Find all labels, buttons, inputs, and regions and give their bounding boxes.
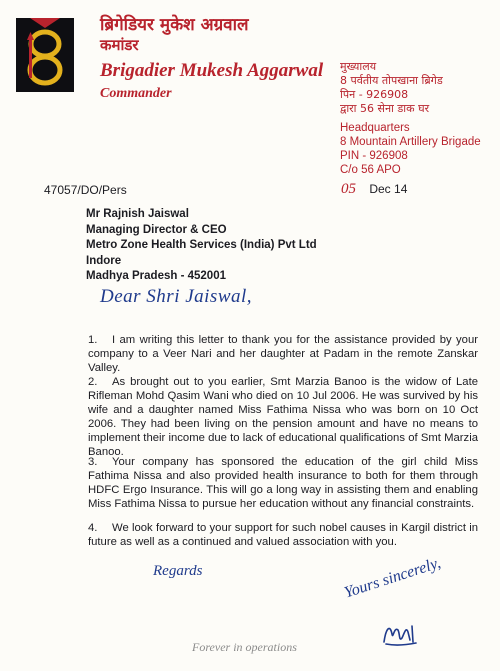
paragraph-number: 1. <box>88 334 98 346</box>
address-hindi-line: द्वारा 56 सेना डाक घर <box>340 102 430 115</box>
recipient-designation: Managing Director & CEO <box>86 223 227 236</box>
signature <box>380 620 420 648</box>
address-english-line: Headquarters <box>340 122 410 134</box>
date-day: 05 <box>341 181 356 197</box>
paragraph-text: Your company has sponsored the education of the girl child Miss Fathima Nissa and also provided health insurance to both for them through HDFC Ergo Insurance. This will go a long way in assisting them and enabling Miss Fathima Nissa to pursue her education without any financial constraints. <box>88 456 478 510</box>
name-hindi: ब्रिगेडियर मुकेश अग्रवाल <box>100 15 249 35</box>
paragraph-text: I am writing this letter to thank you for the assistance provided by your company to a Veer Nari and her daughter at Padam in the remote Zanskar Valley. <box>88 334 478 374</box>
recipient-block <box>86 207 317 285</box>
paragraph-text: We look forward to your support for such nobel causes in Kargil district in future as well as a continued and valued association with you. <box>88 522 478 548</box>
address-english <box>340 121 481 177</box>
address-hindi <box>340 60 443 116</box>
paragraph-3 <box>88 455 478 511</box>
recipient-company: Metro Zone Health Services (India) Pvt Ltd <box>86 239 317 251</box>
address-english-line: 8 Mountain Artillery Brigade <box>340 136 481 148</box>
paragraph-number: 2. <box>88 376 98 388</box>
closing-yours-sincerely: Yours sincerely, <box>342 554 443 602</box>
address-english-line: C/o 56 APO <box>340 164 401 176</box>
paragraph-text: As brought out to you earlier, Smt Marzia Banoo is the widow of Late Rifleman Mohd Qasim Wani who died on 10 Jul 2006. He was survived by his wife and a daughter named Miss Fathima Nissa who was born on 10 Oct 2006. They had been living on the pension amount and have no means to implement their income due to lack of educational qualifications of Smt Marzia Banoo. <box>88 376 478 458</box>
recipient-state: Madhya Pradesh - 452001 <box>86 270 226 282</box>
name-english: Brigadier Mukesh Aggarwal <box>100 60 324 81</box>
footer-motto: Forever in operations <box>192 640 297 654</box>
closing-regards: Regards <box>153 563 203 579</box>
recipient-city: Indore <box>86 254 122 267</box>
paragraph-4 <box>88 521 478 549</box>
recipient-name: Mr Rajnish Jaiswal <box>86 208 189 220</box>
paragraph-2 <box>88 375 478 459</box>
salutation: Dear Shri Jaiswal, <box>100 286 253 307</box>
reference-number: 47057/DO/Pers <box>44 183 127 197</box>
address-english-line: PIN - 926908 <box>340 150 408 162</box>
paragraph-1 <box>88 333 478 375</box>
title-english: Commander <box>100 86 172 101</box>
paragraph-number: 4. <box>88 522 98 534</box>
address-hindi-line: पिन - 926908 <box>340 88 409 101</box>
date-month-year: Dec 14 <box>369 182 408 196</box>
letter-date <box>341 181 407 198</box>
paragraph-number: 3. <box>88 456 98 468</box>
title-hindi: कमांडर <box>100 36 139 54</box>
army-brigade-emblem <box>16 18 74 92</box>
address-hindi-line: मुख्यालय <box>340 60 377 73</box>
address-hindi-line: 8 पर्वतीय तोपखाना ब्रिगेड <box>340 74 443 87</box>
